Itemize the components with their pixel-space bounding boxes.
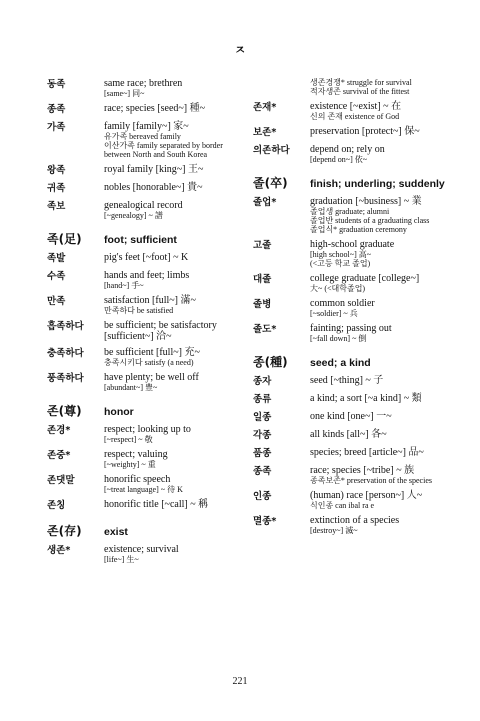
entry-definition bbox=[104, 544, 247, 564]
dictionary-entry bbox=[47, 347, 247, 367]
definition-line: race; species [~tribe] ~ 族 bbox=[310, 465, 415, 476]
entry-headword: 족보 bbox=[47, 201, 66, 212]
entry-definition bbox=[104, 320, 247, 342]
dictionary-entry bbox=[47, 270, 247, 290]
entry-headword bbox=[253, 78, 310, 96]
definition-line: respect; looking up to bbox=[104, 424, 191, 435]
section-heading bbox=[47, 522, 247, 539]
dictionary-entry bbox=[253, 393, 453, 406]
entry-definition bbox=[104, 252, 247, 265]
definition-detail: [hand~] 手~ bbox=[104, 281, 144, 290]
dictionary-entry bbox=[253, 323, 453, 343]
section-headword: 졸(卒) bbox=[253, 176, 288, 190]
dictionary-entry bbox=[253, 78, 453, 96]
entry-headword: 종자 bbox=[253, 376, 272, 387]
section-meaning: exist bbox=[104, 526, 128, 538]
section-headword: 종(種) bbox=[253, 355, 288, 369]
entry-definition bbox=[310, 196, 453, 234]
section-heading bbox=[253, 353, 453, 370]
dictionary-entry bbox=[47, 182, 247, 195]
definition-line: common soldier bbox=[310, 298, 375, 309]
definition-line: honorific title [~call] ~ 稱 bbox=[104, 499, 209, 510]
dictionary-entry bbox=[253, 239, 453, 268]
entry-definition bbox=[104, 121, 247, 159]
entry-headword: 흡족하다 bbox=[47, 321, 84, 332]
definition-line: honorific speech bbox=[104, 474, 171, 485]
definition-line: (human) race [person~] 人~ bbox=[310, 490, 423, 501]
entry-definition bbox=[104, 164, 247, 177]
entry-definition bbox=[310, 515, 453, 535]
dictionary-entry bbox=[253, 375, 453, 388]
definition-line: satisfaction [full~] 滿~ bbox=[104, 295, 196, 306]
entry-headword: 귀족 bbox=[47, 183, 66, 194]
definition-line: seed [~thing] ~ 子 bbox=[310, 375, 384, 386]
definition-line: family [family~] 家~ bbox=[104, 121, 189, 132]
entry-headword: 동족 bbox=[47, 79, 66, 90]
dictionary-entry bbox=[253, 515, 453, 535]
entry-headword: 종류 bbox=[253, 394, 272, 405]
entry-definition bbox=[104, 182, 247, 195]
definition-line: high-school graduate bbox=[310, 239, 395, 250]
definition-line: race; species [seed~] 種~ bbox=[104, 103, 206, 114]
entry-headword: 존칭 bbox=[47, 500, 66, 511]
entry-headword: 존경* bbox=[47, 425, 71, 436]
definition-line: respect; valuing bbox=[104, 449, 168, 460]
definition-detail: 大~ (<대학졸업) bbox=[310, 284, 366, 293]
definition-line: preservation [protect~] 保~ bbox=[310, 126, 420, 137]
entry-definition bbox=[310, 298, 453, 318]
dictionary-entry bbox=[253, 196, 453, 234]
entry-definition bbox=[104, 103, 247, 116]
entry-definition bbox=[310, 273, 453, 293]
definition-detail: [~genealogy] ~ 譜 bbox=[104, 211, 163, 220]
entry-headword: 보존* bbox=[253, 127, 277, 138]
definition-detail: [high school~] 高~ bbox=[310, 250, 372, 259]
entry-headword: 존재* bbox=[253, 102, 277, 113]
entry-definition bbox=[310, 447, 453, 460]
page-header-letter: ㅈ bbox=[234, 43, 246, 57]
dictionary-entry bbox=[47, 252, 247, 265]
entry-headword: 멸종* bbox=[253, 516, 277, 527]
definition-detail: [same~] 同~ bbox=[104, 89, 145, 98]
entry-definition bbox=[310, 429, 453, 442]
definition-detail: [~fall down] ~ 倒 bbox=[310, 334, 367, 343]
dictionary-entry bbox=[47, 449, 247, 469]
entry-definition bbox=[310, 101, 453, 121]
dictionary-entry bbox=[47, 295, 247, 315]
dictionary-entry bbox=[253, 126, 453, 139]
entry-definition bbox=[310, 239, 453, 268]
dictionary-entry bbox=[47, 474, 247, 494]
definition-line: be sufficient [full~] 充~ bbox=[104, 347, 200, 358]
definition-line: extinction of a species bbox=[310, 515, 400, 526]
dictionary-entry bbox=[47, 200, 247, 220]
definition-line: be sufficient; be satisfactory [sufficient~] 洽~ bbox=[104, 320, 217, 342]
entry-headword: 인종 bbox=[253, 491, 272, 502]
definition-detail: 졸업반 students of a graduating class bbox=[310, 216, 430, 225]
definition-detail: 만족하다 be satisfied bbox=[104, 306, 174, 315]
definition-detail: [depend on~] 依~ bbox=[310, 155, 368, 164]
entry-definition bbox=[104, 200, 247, 220]
section-meaning: seed; a kind bbox=[310, 357, 371, 369]
definition-detail: 졸업생 graduate; alumni bbox=[310, 207, 390, 216]
definition-line: hands and feet; limbs bbox=[104, 270, 190, 281]
definition-detail: 신의 존재 existence of God bbox=[310, 112, 400, 121]
definition-detail: 이산가족 family separated by border between North and South Korea bbox=[104, 141, 223, 159]
definition-detail: 종족보존* preservation of the species bbox=[310, 476, 432, 485]
dictionary-entry bbox=[253, 465, 453, 485]
definition-detail: [~treat language] ~ 待 K bbox=[104, 485, 183, 494]
entry-headword: 품종 bbox=[253, 448, 272, 459]
dictionary-entry bbox=[47, 103, 247, 116]
definition-detail: 생존경쟁* struggle for survival bbox=[310, 78, 412, 87]
entry-headword: 풍족하다 bbox=[47, 373, 84, 384]
entry-definition bbox=[104, 78, 247, 98]
section-heading bbox=[47, 230, 247, 247]
definition-detail: [abundant~] 豊~ bbox=[104, 383, 158, 392]
entry-definition bbox=[310, 490, 453, 510]
dictionary-entry bbox=[47, 424, 247, 444]
dictionary-entry bbox=[253, 429, 453, 442]
entry-definition bbox=[104, 372, 247, 392]
section-headword: 존(尊) bbox=[47, 404, 82, 418]
definition-detail: 적자생존 survival of the fittest bbox=[310, 87, 410, 96]
definition-line: a kind; a sort [~a kind] ~ 類 bbox=[310, 393, 422, 404]
entry-headword: 일종 bbox=[253, 412, 272, 423]
definition-line: college graduate [college~] bbox=[310, 273, 420, 284]
definition-detail: [~weighty] ~ 重 bbox=[104, 460, 156, 469]
definition-line: fainting; passing out bbox=[310, 323, 392, 334]
definition-line: existence [~exist] ~ 在 bbox=[310, 101, 402, 112]
definition-detail: 졸업식* graduation ceremony bbox=[310, 225, 407, 234]
definition-line: all kinds [all~] 各~ bbox=[310, 429, 387, 440]
entry-headword: 가족 bbox=[47, 122, 66, 133]
entry-definition bbox=[104, 424, 247, 444]
section-headword: 족(足) bbox=[47, 232, 82, 246]
definition-detail: 유가족 bereaved family bbox=[104, 132, 181, 141]
dictionary-entry bbox=[253, 298, 453, 318]
dictionary-entry bbox=[47, 544, 247, 564]
dictionary-entry bbox=[253, 447, 453, 460]
entry-definition bbox=[104, 449, 247, 469]
section-heading bbox=[253, 174, 453, 191]
definition-line: have plenty; be well off bbox=[104, 372, 199, 383]
definition-line: existence; survival bbox=[104, 544, 179, 555]
entry-definition bbox=[104, 270, 247, 290]
section-meaning: foot; sufficient bbox=[104, 234, 177, 246]
entry-headword: 존댓말 bbox=[47, 475, 75, 486]
dictionary-entry bbox=[47, 78, 247, 98]
entry-definition bbox=[104, 474, 247, 494]
entry-headword: 고졸 bbox=[253, 240, 272, 251]
entry-headword: 졸병 bbox=[253, 299, 272, 310]
definition-detail: [~respect] ~ 敬 bbox=[104, 435, 153, 444]
definition-line: species; breed [article~] 品~ bbox=[310, 447, 424, 458]
definition-detail: [destroy~] 滅~ bbox=[310, 526, 358, 535]
dictionary-entry bbox=[253, 411, 453, 424]
definition-line: genealogical record bbox=[104, 200, 183, 211]
entry-definition bbox=[310, 465, 453, 485]
entry-headword: 종족 bbox=[47, 104, 66, 115]
section-headword: 존(存) bbox=[47, 524, 82, 538]
dictionary-entry bbox=[253, 144, 453, 164]
definition-detail: (<고등 학교 졸업) bbox=[310, 259, 371, 268]
entry-headword: 생존* bbox=[47, 545, 71, 556]
dictionary-entry bbox=[253, 101, 453, 121]
entry-headword: 족발 bbox=[47, 253, 66, 264]
dictionary-entry bbox=[47, 499, 247, 512]
entry-headword: 졸도* bbox=[253, 324, 277, 335]
entry-headword: 왕족 bbox=[47, 165, 66, 176]
definition-line: one kind [one~] 一~ bbox=[310, 411, 392, 422]
dictionary-entry bbox=[253, 273, 453, 293]
dictionary-entry bbox=[47, 320, 247, 342]
left-column bbox=[47, 78, 247, 569]
entry-headword: 만족 bbox=[47, 296, 66, 307]
entry-definition bbox=[310, 323, 453, 343]
section-heading bbox=[47, 402, 247, 419]
definition-line: depend on; rely on bbox=[310, 144, 385, 155]
definition-detail: 식인종 can ibal ra e bbox=[310, 501, 375, 510]
entry-definition bbox=[310, 126, 453, 139]
definition-detail: 충족시키다 satisfy (a need) bbox=[104, 358, 194, 367]
entry-headword: 대졸 bbox=[253, 274, 272, 285]
entry-definition bbox=[310, 375, 453, 388]
section-meaning: finish; underling; suddenly bbox=[310, 178, 445, 190]
section-meaning: honor bbox=[104, 406, 134, 418]
right-column bbox=[253, 78, 453, 540]
definition-detail: [life~] 生~ bbox=[104, 555, 139, 564]
definition-line: graduation [~business] ~ 業 bbox=[310, 196, 422, 207]
entry-definition bbox=[104, 347, 247, 367]
entry-definition bbox=[104, 499, 247, 512]
entry-headword: 수족 bbox=[47, 271, 66, 282]
entry-definition bbox=[310, 393, 453, 406]
entry-headword: 종족 bbox=[253, 466, 272, 477]
entry-definition bbox=[310, 78, 453, 96]
definition-line: same race; brethren bbox=[104, 78, 183, 89]
dictionary-entry bbox=[47, 164, 247, 177]
entry-headword: 졸업* bbox=[253, 197, 277, 208]
definition-line: royal family [king~] 王~ bbox=[104, 164, 204, 175]
definition-line: pig's feet [~foot] ~ K bbox=[104, 252, 189, 263]
definition-detail: [~soldier] ~ 兵 bbox=[310, 309, 358, 318]
dictionary-entry bbox=[47, 121, 247, 159]
page-number: 221 bbox=[232, 676, 248, 687]
definition-line: nobles [honorable~] 貴~ bbox=[104, 182, 203, 193]
dictionary-entry bbox=[47, 372, 247, 392]
entry-headword: 존중* bbox=[47, 450, 71, 461]
entry-definition bbox=[310, 144, 453, 164]
entry-definition bbox=[310, 411, 453, 424]
dictionary-entry bbox=[253, 490, 453, 510]
entry-definition bbox=[104, 295, 247, 315]
entry-headword: 각종 bbox=[253, 430, 272, 441]
entry-headword: 의존하다 bbox=[253, 145, 290, 156]
entry-headword: 충족하다 bbox=[47, 348, 84, 359]
